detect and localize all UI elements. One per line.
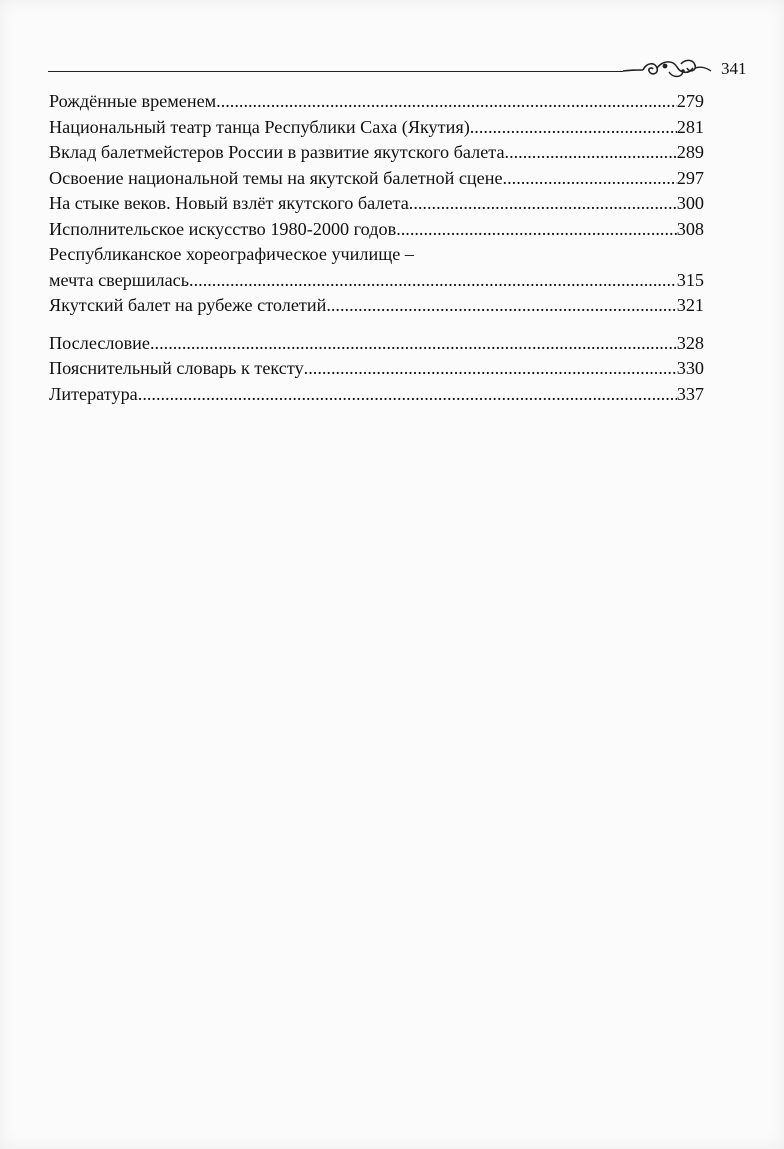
toc-entry	[49, 268, 704, 294]
dot-leader	[470, 115, 677, 141]
dot-leader	[189, 268, 677, 294]
toc-entry-title: Национальный театр танца Республики Саха (Якутия)	[49, 116, 470, 137]
dot-leader	[505, 140, 677, 166]
page-number: 341	[721, 59, 747, 78]
toc-entry	[49, 293, 704, 319]
toc-entry-title: Рождённые временем	[49, 91, 217, 111]
dot-leader	[396, 217, 677, 243]
toc-entry-title: Пояснительный словарь к тексту	[49, 358, 304, 378]
toc-entry	[49, 89, 704, 115]
toc-entry-page: 315	[676, 269, 704, 290]
toc-entry-page: 279	[676, 91, 704, 111]
section-gap	[49, 319, 704, 331]
toc-entry-title-line1: Республиканское хореографическое училище –	[49, 244, 414, 264]
toc-entry-page: 308	[676, 218, 704, 239]
toc-entry-title: Якутский балет на рубеже столетий	[49, 295, 327, 315]
header-rule	[48, 71, 623, 72]
dot-leader	[150, 331, 677, 357]
toc-entry-page: 328	[676, 332, 704, 353]
dot-leader	[503, 166, 677, 192]
toc-entry-page: 289	[676, 142, 704, 162]
dot-leader	[216, 89, 677, 115]
toc-entry-title: На стыке веков. Новый взлёт якутского балета	[49, 193, 409, 213]
toc-entry	[49, 331, 704, 357]
toc-entry	[49, 217, 704, 243]
toc-entry	[49, 356, 704, 382]
toc-entry-title: Литература	[49, 383, 138, 404]
toc-entry-page: 321	[676, 295, 704, 315]
toc-entry-title: Освоение национальной темы на якутской балетной сцене	[49, 167, 503, 188]
running-header	[48, 56, 747, 82]
dot-leader	[409, 191, 677, 217]
toc-entry-page: 281	[676, 116, 704, 137]
flourish-ornament-icon	[623, 58, 719, 80]
dot-leader	[326, 293, 676, 319]
dot-leader	[138, 382, 677, 408]
toc-entry	[49, 191, 704, 217]
toc-entry	[49, 140, 704, 166]
toc-entry-page: 337	[676, 383, 704, 404]
toc-entry-title-line2: мечта свершилась	[49, 269, 190, 290]
toc-entry-title: Исполнительское искусство 1980-2000 годов	[49, 218, 397, 239]
toc-entry-page: 330	[676, 358, 704, 378]
toc-entry-page: 297	[676, 167, 704, 188]
table-of-contents	[49, 89, 704, 407]
toc-entry-title: Вклад балетмейстеров России в развитие якутского балета	[49, 142, 505, 162]
toc-entry	[49, 115, 704, 141]
dot-leader	[304, 356, 677, 382]
toc-entry	[49, 166, 704, 192]
toc-entry	[49, 382, 704, 408]
toc-entry-page: 300	[676, 193, 704, 213]
toc-entry-title: Послесловие	[49, 332, 150, 353]
